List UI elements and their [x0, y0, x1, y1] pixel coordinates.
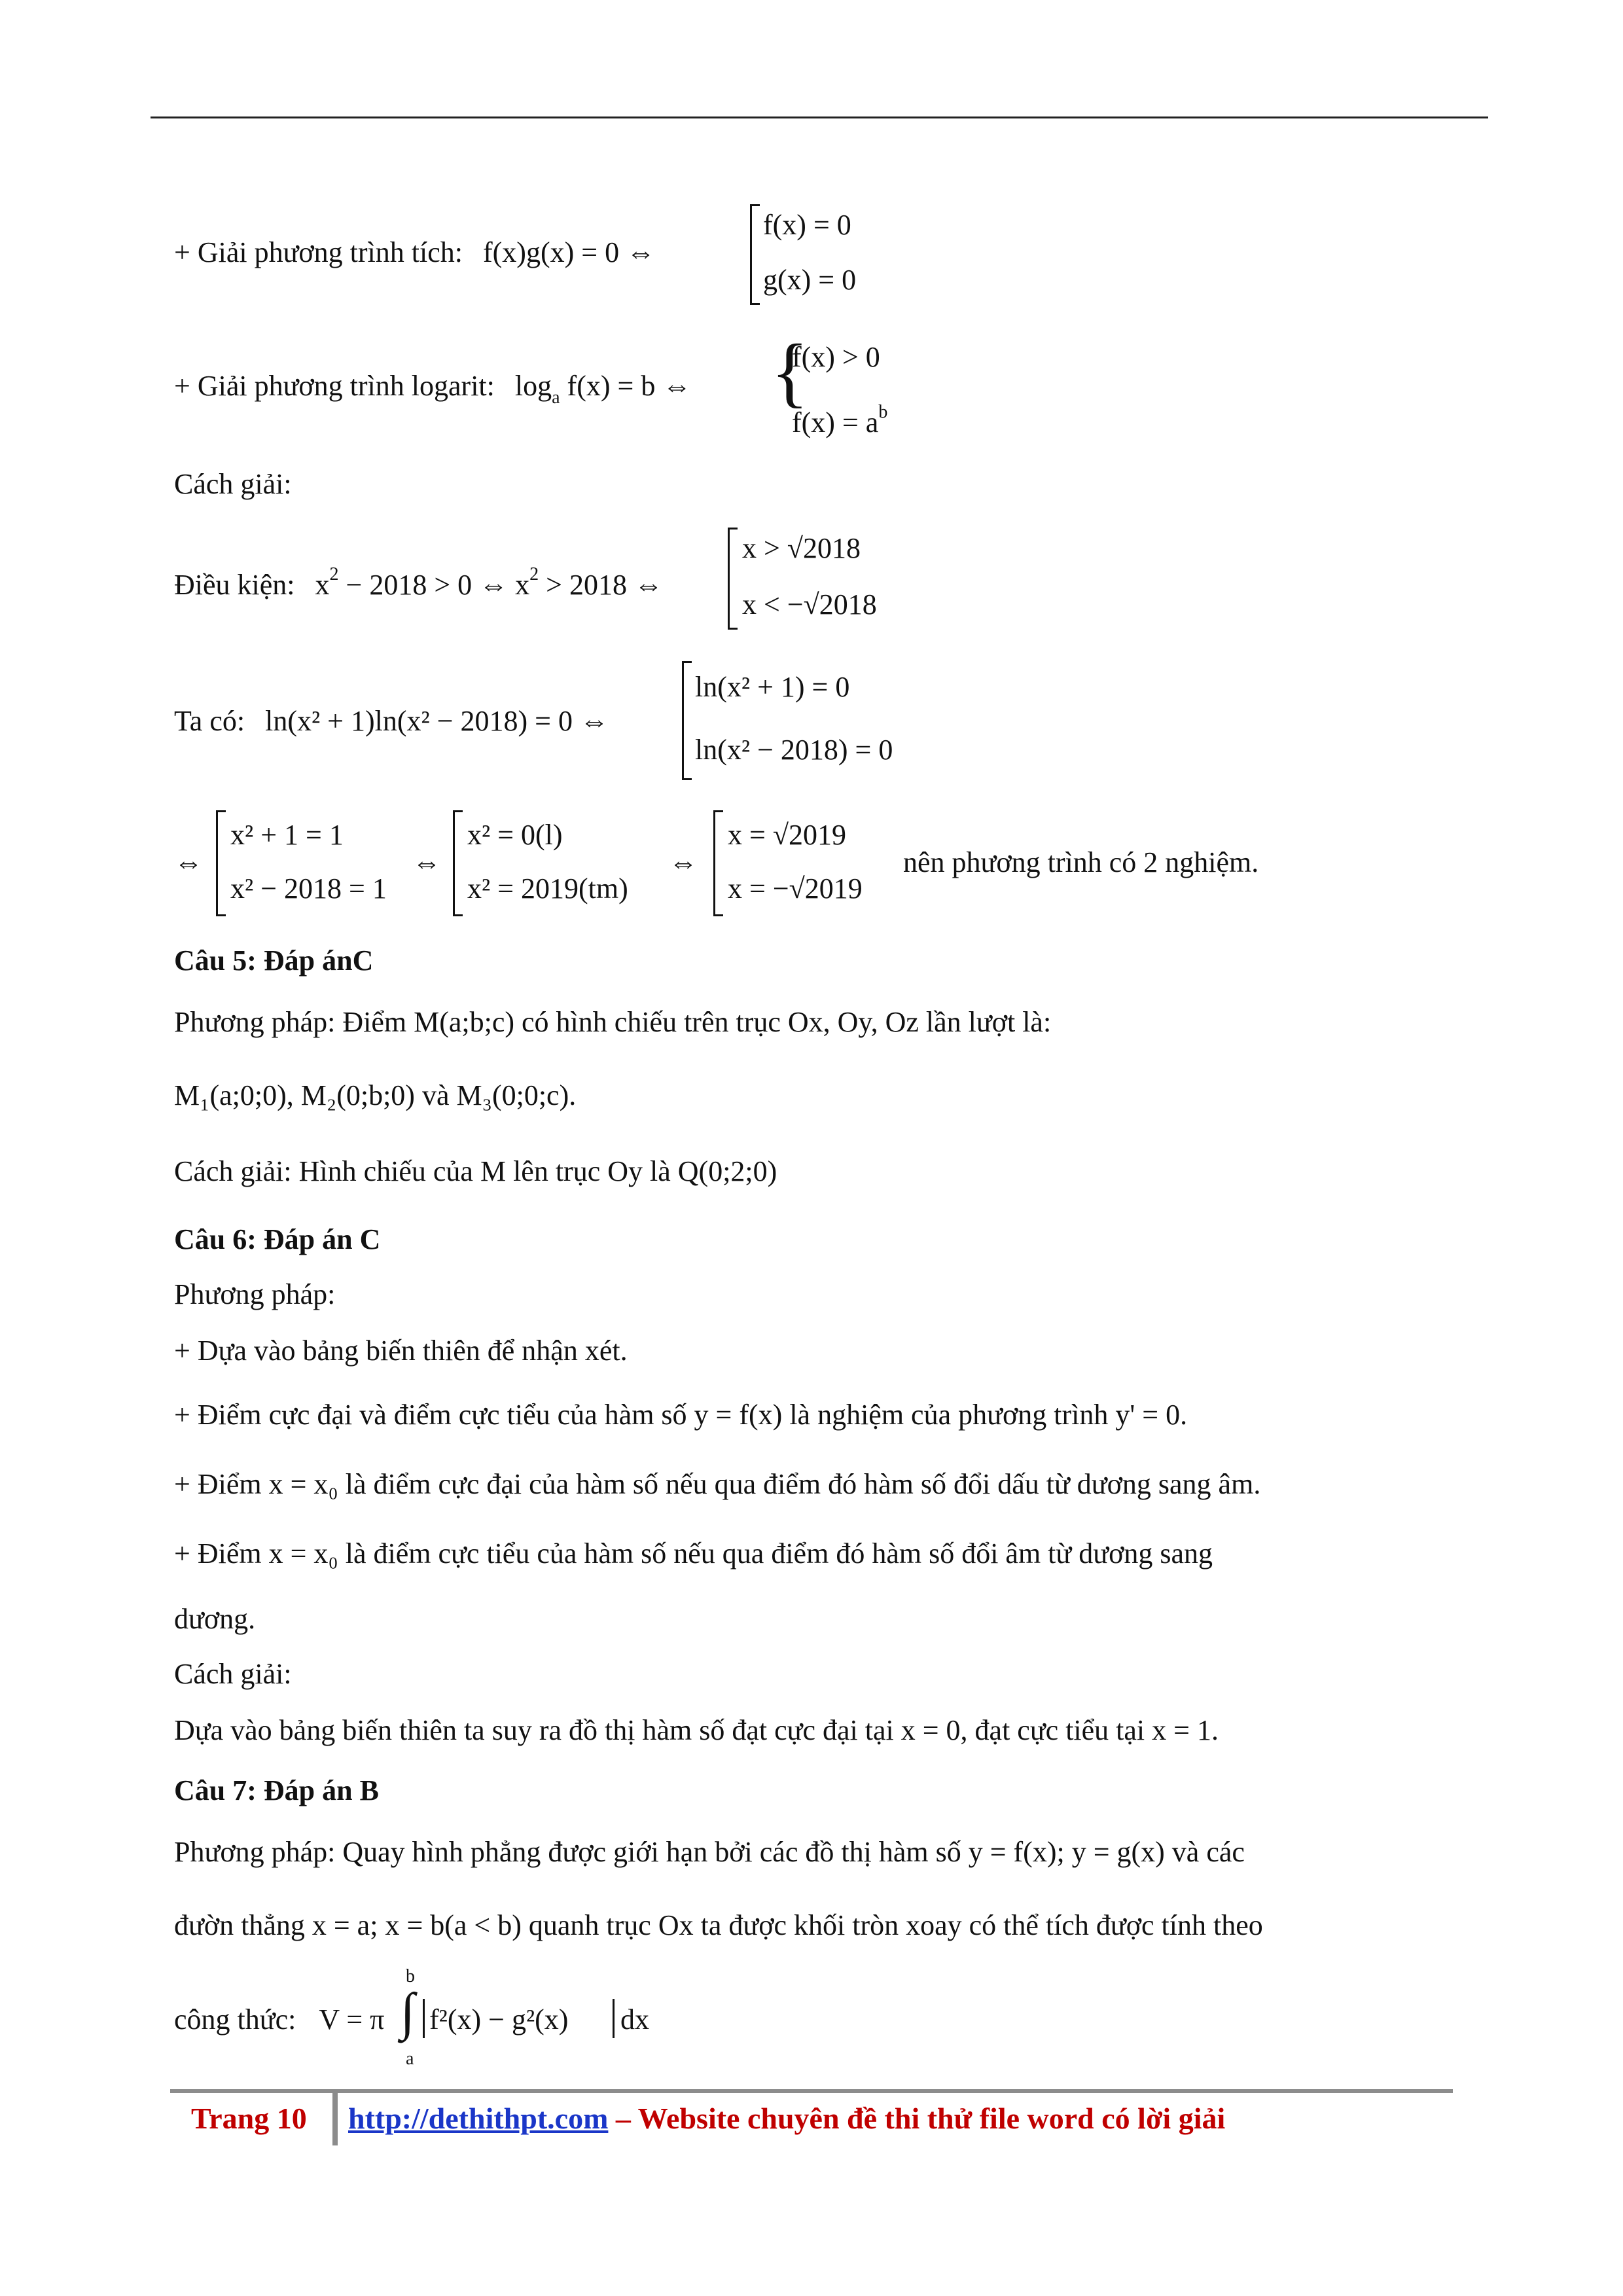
system-row: ln(x² + 1) = 0	[695, 671, 850, 703]
text: + Giải phương trình tích:	[174, 236, 463, 268]
system-row: x² = 2019(tm)	[467, 872, 628, 905]
equiv-arrow: ⇔	[669, 846, 698, 878]
text: + Giải phương trình logarit:	[174, 370, 495, 402]
log-equation-line: + Giải phương trình logarit: $\log_a f(x) = b$ ⇔	[174, 370, 692, 408]
condition-line: Điều kiện: $x^2 - 2018 > 0$ ⇔ $x^2 > 2018$ ⇔	[174, 564, 663, 601]
q5-solution: Cách giải: Hình chiếu của M lên trục Oy là Q(0;2;0)	[174, 1155, 777, 1187]
bracket	[453, 810, 463, 916]
system-row: g(x) = 0	[763, 264, 857, 296]
system-row: ln(x² − 2018) = 0	[695, 734, 893, 766]
q6-method-label: Phương pháp:	[174, 1278, 336, 1310]
text: công thức:	[174, 2003, 296, 2036]
system-row: x < −√2018	[742, 588, 877, 620]
q6-bullet: + Dựa vào bảng biến thiên để nhận xét.	[174, 1335, 628, 1367]
website-link[interactable]: http://dethithpt.com	[348, 2102, 609, 2135]
system-row: x² + 1 = 1	[230, 819, 344, 851]
text: f(x) = a	[792, 406, 879, 439]
math: > 2018 ⇔	[546, 569, 663, 601]
page-number: Trang 10	[191, 2102, 307, 2135]
brace: {	[771, 328, 809, 415]
differential: dx	[620, 2003, 649, 2036]
footer-text	[348, 2101, 1225, 2136]
bracket	[216, 810, 226, 916]
header-rule	[151, 117, 1488, 118]
bracket	[750, 204, 760, 305]
footer-separator	[332, 2092, 338, 2145]
lower-limit: a	[406, 2049, 414, 2069]
q7-method-cont: đườn thẳng x = a; x = b(a < b) quanh trục Ox ta được khối tròn xoay có thể tích được tính theo	[174, 1909, 1263, 1941]
system-row: x > √2018	[742, 532, 861, 564]
question-6-heading: Câu 6: Đáp án C	[174, 1223, 381, 1255]
abs-bar	[613, 1999, 615, 2038]
math: − 2018 > 0 ⇔ x	[346, 569, 530, 601]
system-row: x² = 0(l)	[467, 819, 563, 851]
system-row: x = √2019	[728, 819, 846, 851]
system-row: f(x) = 0	[763, 209, 851, 241]
integral-sign: ∫	[401, 1983, 415, 2041]
equiv-arrow: ⇔	[174, 846, 203, 878]
given-line	[174, 703, 609, 740]
q7-formula-line	[174, 2001, 384, 2038]
conclusion-text: nên phương trình có 2 nghiệm.	[903, 846, 1259, 878]
integrand: f²(x) − g²(x)	[429, 2003, 569, 2036]
math: f(x)g(x) = 0 ⇔	[483, 236, 656, 268]
bracket	[713, 810, 723, 916]
abs-bar	[423, 1999, 425, 2038]
question-5-heading: Câu 5: Đáp ánC	[174, 944, 374, 977]
system-row: f(x) > 0	[792, 341, 880, 373]
system-row: $f(x) = a^b$	[792, 402, 888, 439]
math: f(x) = b ⇔	[567, 370, 692, 402]
bracket	[682, 661, 692, 780]
text: Điều kiện:	[174, 569, 295, 601]
system-row: x² − 2018 = 1	[230, 872, 387, 905]
equiv-arrow: ⇔	[412, 846, 441, 878]
q5-method: Phương pháp: Điểm M(a;b;c) có hình chiếu trên trục Ox, Oy, Oz lần lượt là:	[174, 1006, 1052, 1038]
q6-bullet-cont: dương.	[174, 1603, 256, 1635]
upper-limit: b	[406, 1966, 415, 1986]
q6-solution: Dựa vào bảng biến thiên ta suy ra đồ thị hàm số đạt cực đại tại x = 0, đạt cực tiểu tại x = 1.	[174, 1714, 1219, 1746]
q7-method: Phương pháp: Quay hình phẳng được giới hạn bởi các đồ thị hàm số y = f(x); y = g(x) và các	[174, 1836, 1245, 1868]
q6-bullet: + Điểm cực đại và điểm cực tiểu của hàm số y = f(x) là nghiệm của phương trình y' = 0.	[174, 1399, 1188, 1431]
solution-label: Cách giải:	[174, 468, 292, 500]
q6-bullet: + Điểm x = x₀ là điểm cực tiểu của hàm số nếu qua điểm đó hàm số đổi âm từ dương sang	[174, 1537, 1213, 1570]
bracket	[728, 528, 738, 630]
footer-tagline: – Website chuyên đề thi thử file word có lời giải	[615, 2102, 1226, 2135]
footer-rule	[170, 2089, 1453, 2093]
q6-bullet: + Điểm x = x₀ là điểm cực đại của hàm số nếu qua điểm đó hàm số đổi dấu từ dương sang âm.	[174, 1468, 1261, 1500]
question-7-heading: Câu 7: Đáp án B	[174, 1774, 379, 1806]
math: ln(x² + 1)ln(x² − 2018) = 0 ⇔	[265, 705, 609, 737]
q5-method-cont: M₁(a;0;0), M₂(0;b;0) và M₃(0;0;c).	[174, 1079, 577, 1111]
math: V = π	[319, 2003, 385, 2036]
product-equation-line	[174, 234, 655, 271]
system-row: x = −√2019	[728, 872, 863, 905]
q6-solution-label: Cách giải:	[174, 1658, 292, 1690]
text: Ta có:	[174, 705, 245, 737]
